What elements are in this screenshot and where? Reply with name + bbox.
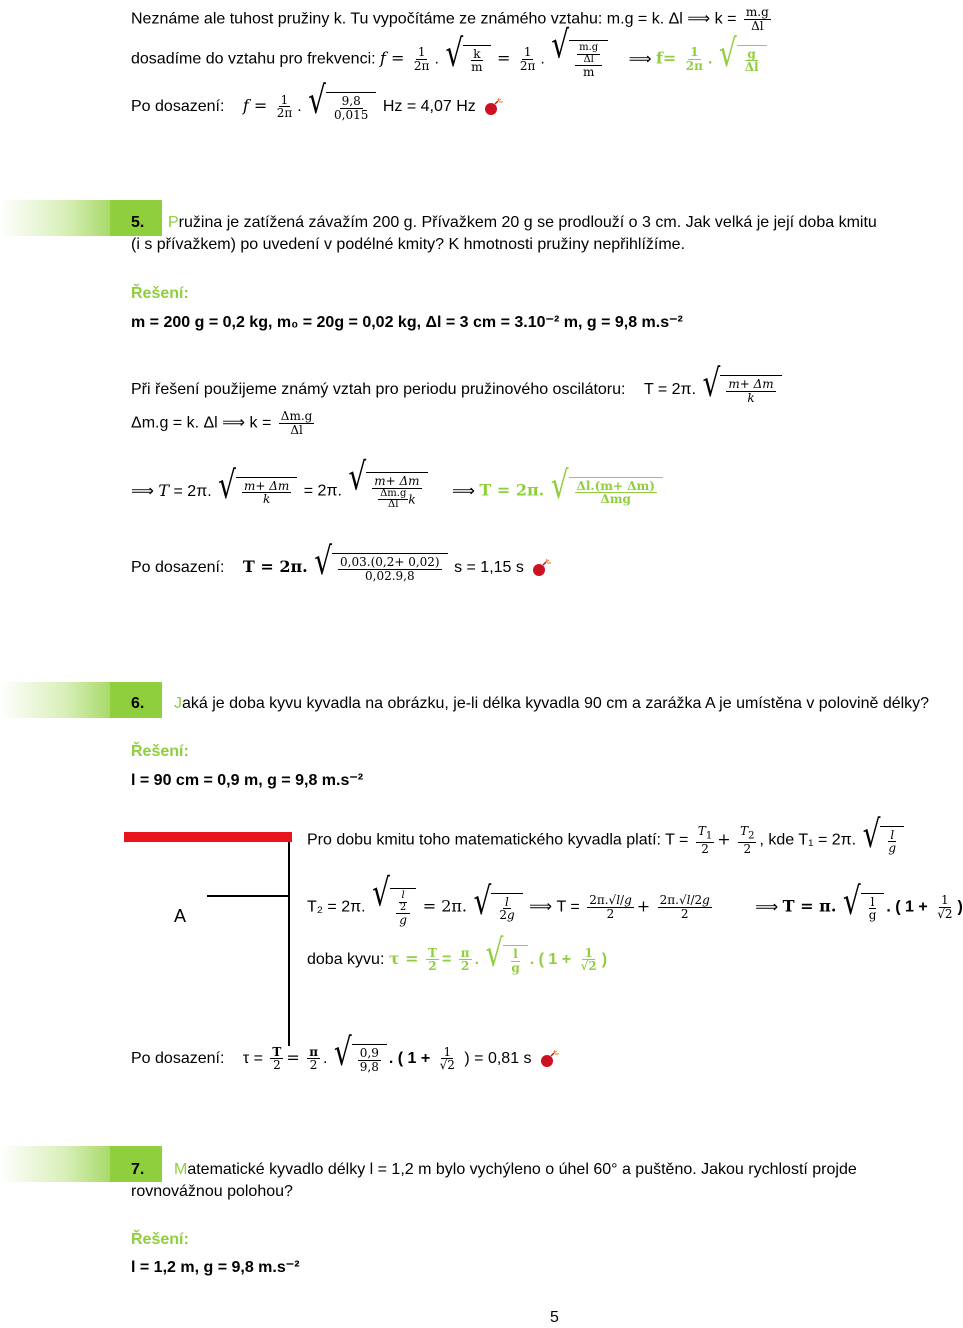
top-line-1 (131, 6, 774, 32)
task-7-number: 7. (131, 1161, 145, 1178)
task-6-dosazeni-label: Po dosazení: (131, 1049, 225, 1067)
bomb-icon (530, 559, 552, 577)
task-5-relation: Při řešení použijeme známý vztah pro periodu pružinového oscilátoru: T = 2π. √ $\frac{m+ \Delta m}{k}$ (131, 375, 784, 404)
task-5-text-2: (i s přívažkem) po uvedení v podélné kmity? K hmotnosti pružiny nepřihlížíme. (131, 236, 686, 253)
task-6-t-label: ⟹ T = (529, 898, 580, 916)
bomb-icon (538, 1050, 560, 1068)
pendulum-stopper (207, 895, 288, 897)
task-7-text-2: rovnovážnou polohou? (131, 1183, 293, 1200)
task-6-line-1-kde: , kde T₁ = 2π. (759, 831, 857, 849)
task-7-reseni: Řešení: (131, 1231, 189, 1248)
pendulum-ceiling (124, 832, 292, 842)
task-5-number: 5. (131, 214, 145, 231)
task-5-given: m = 200 g = 0,2 kg, m₀ = 20g = 0,02 kg, Δl = 3 cm = 3.10⁻² m, g = 9,8 m.s⁻² (131, 314, 683, 331)
task-5-step-1: Δm.g = k. Δl ⟹ k = $\frac{\Delta m.g}{\Delta l}$ (131, 409, 313, 437)
fraction-k: $\frac{m.g}{\Delta l}$ (745, 5, 769, 33)
stopper-label-a: A (174, 906, 187, 926)
task-7-text-1 (174, 1161, 857, 1179)
task-6-line-1: Pro dobu kmitu toho matematického kyvadla platí: T = $\frac{T_1}{2}$ + $\frac{T_2}{2}$ , kde T₁ = 2π. √ $\frac{l}{g}$ (307, 825, 906, 855)
top-line-2: dosadíme do vztahu pro frekvenci: f = $\frac{1}{2\pi}$ . √ $\frac{k}{m}$ = $\frac{1}{2\pi}$ . √ $\frac{\frac{m.g}{\Delta l}}{m}$ ⟹ f= $\frac{1}{2\pi}$ . √ $\frac{g}{\Delta l}$ (131, 40, 769, 79)
pendulum-string (288, 842, 290, 1046)
task-5-text-1-body: ružina je zatížená závažím 200 g. Přívažkem 20 g se prodlouží o 3 cm. Jak velká je její doba kmitu (178, 214, 877, 231)
task-5-bar-fade (0, 200, 110, 236)
task-7-text-1-body: atematické kyvadlo délky l = 1,2 m bylo vychýleno o úhel 60° a puštěno. Jakou rychlostí projde (187, 1161, 857, 1178)
task-5-first-letter: P (168, 214, 179, 231)
task-7-given: l = 1,2 m, g = 9,8 m.s⁻² (131, 1259, 300, 1276)
top-line-3: Po dosazení: f = $\frac{1}{2\pi}$ . √ $\frac{9,8}{0,015}$ Hz = 4,07 Hz (131, 92, 504, 121)
task-6-line-1-text: Pro dobu kmitu toho matematického kyvadla platí: T = (307, 831, 689, 849)
task-5-derivation: ⟹ T = 2π. √ $\frac{m+ \Delta m}{k}$ = 2π. √ m+ Δm $\frac{\Delta m.g}{\Delta l}$ k ⟹ T = 2π. √ $\frac{\Delta l.(m+ \Delta m)}{\text{Δmg}}$ (131, 472, 665, 511)
bomb-icon (482, 98, 504, 116)
top-line-2-text: dosadíme do vztahu pro frekvenci: (131, 50, 376, 68)
task-5-step-1-text: Δm.g = k. Δl ⟹ k = (131, 414, 272, 432)
task-5-relation-text: Při řešení použijeme známý vztah pro periodu pružinového oscilátoru: (131, 380, 626, 398)
task-6-number: 6. (131, 695, 145, 712)
task-6-dosazeni: Po dosazení: τ = $\frac{T}{2}$ = $\frac{\pi}{2}$ . √ $\frac{0,9}{9,8}$ . ( 1 + $\frac{1}{√2}$ ) = 0,81 s (131, 1044, 560, 1073)
task-6-text (174, 695, 929, 713)
task-7-bar-fade (0, 1146, 110, 1182)
task-6-line-3: doba kyvu: τ = $\frac{T}{2}$ = $\frac{\pi}{2}$ . √ $\frac{l}{g}$ . ( 1 + $\frac{1}{√2}$ ) (307, 930, 608, 976)
task-7-first-letter: M (174, 1161, 188, 1178)
task-5-dosazeni-label: Po dosazení: (131, 558, 225, 576)
result-frequency: Hz = 4,07 Hz (382, 97, 476, 115)
task-6-line-2: T₂ = 2π. √ $\frac{\frac{l}{2}}{g}$ = 2π. √ $\frac{l}{2g}$ ⟹ T = $\frac{2\pi.√l/g}{2}$ + $\frac{2\pi.√l/2g}{2}$ ⟹ T = π. √ $\frac{l}{g}$ . ( 1 + $\frac{1}{√2}$ ) (307, 870, 963, 927)
top-line-1-text: Neznáme ale tuhost pružiny k. Tu vypočítáme ze známého vztahu: m.g = k. Δl ⟹ k = (131, 10, 737, 28)
task-6-first-letter: J (174, 695, 182, 712)
dosazeni-label: Po dosazení: (131, 97, 225, 115)
task-6-bar-fade (0, 682, 110, 718)
task-6-given: l = 90 cm = 0,9 m, g = 9,8 m.s⁻² (131, 772, 364, 789)
task-6-t2-label: T₂ = 2π. (307, 898, 366, 916)
task-5-reseni: Řešení: (131, 285, 189, 302)
task-6-text-body: aká je doba kyvu kyvadla na obrázku, je-li délka kyvadla 90 cm a zarážka A je umístěna v polovině délky? (182, 695, 930, 712)
task-5-text-1 (168, 214, 877, 232)
task-5-relation-t: T = 2π. (643, 380, 697, 398)
task-5-dosazeni: Po dosazení: T = 2π. √ $\frac{0,03.(0,2+ 0,02)}{0,02.9,8}$ s = 1,15 s (131, 553, 552, 582)
page-number: 5 (550, 1309, 559, 1326)
task-6-doba-kyvu: doba kyvu: (307, 950, 385, 968)
task-6-result: ) = 0,81 s (464, 1049, 532, 1067)
task-5-result: s = 1,15 s (454, 558, 524, 576)
task-6-reseni: Řešení: (131, 743, 189, 760)
